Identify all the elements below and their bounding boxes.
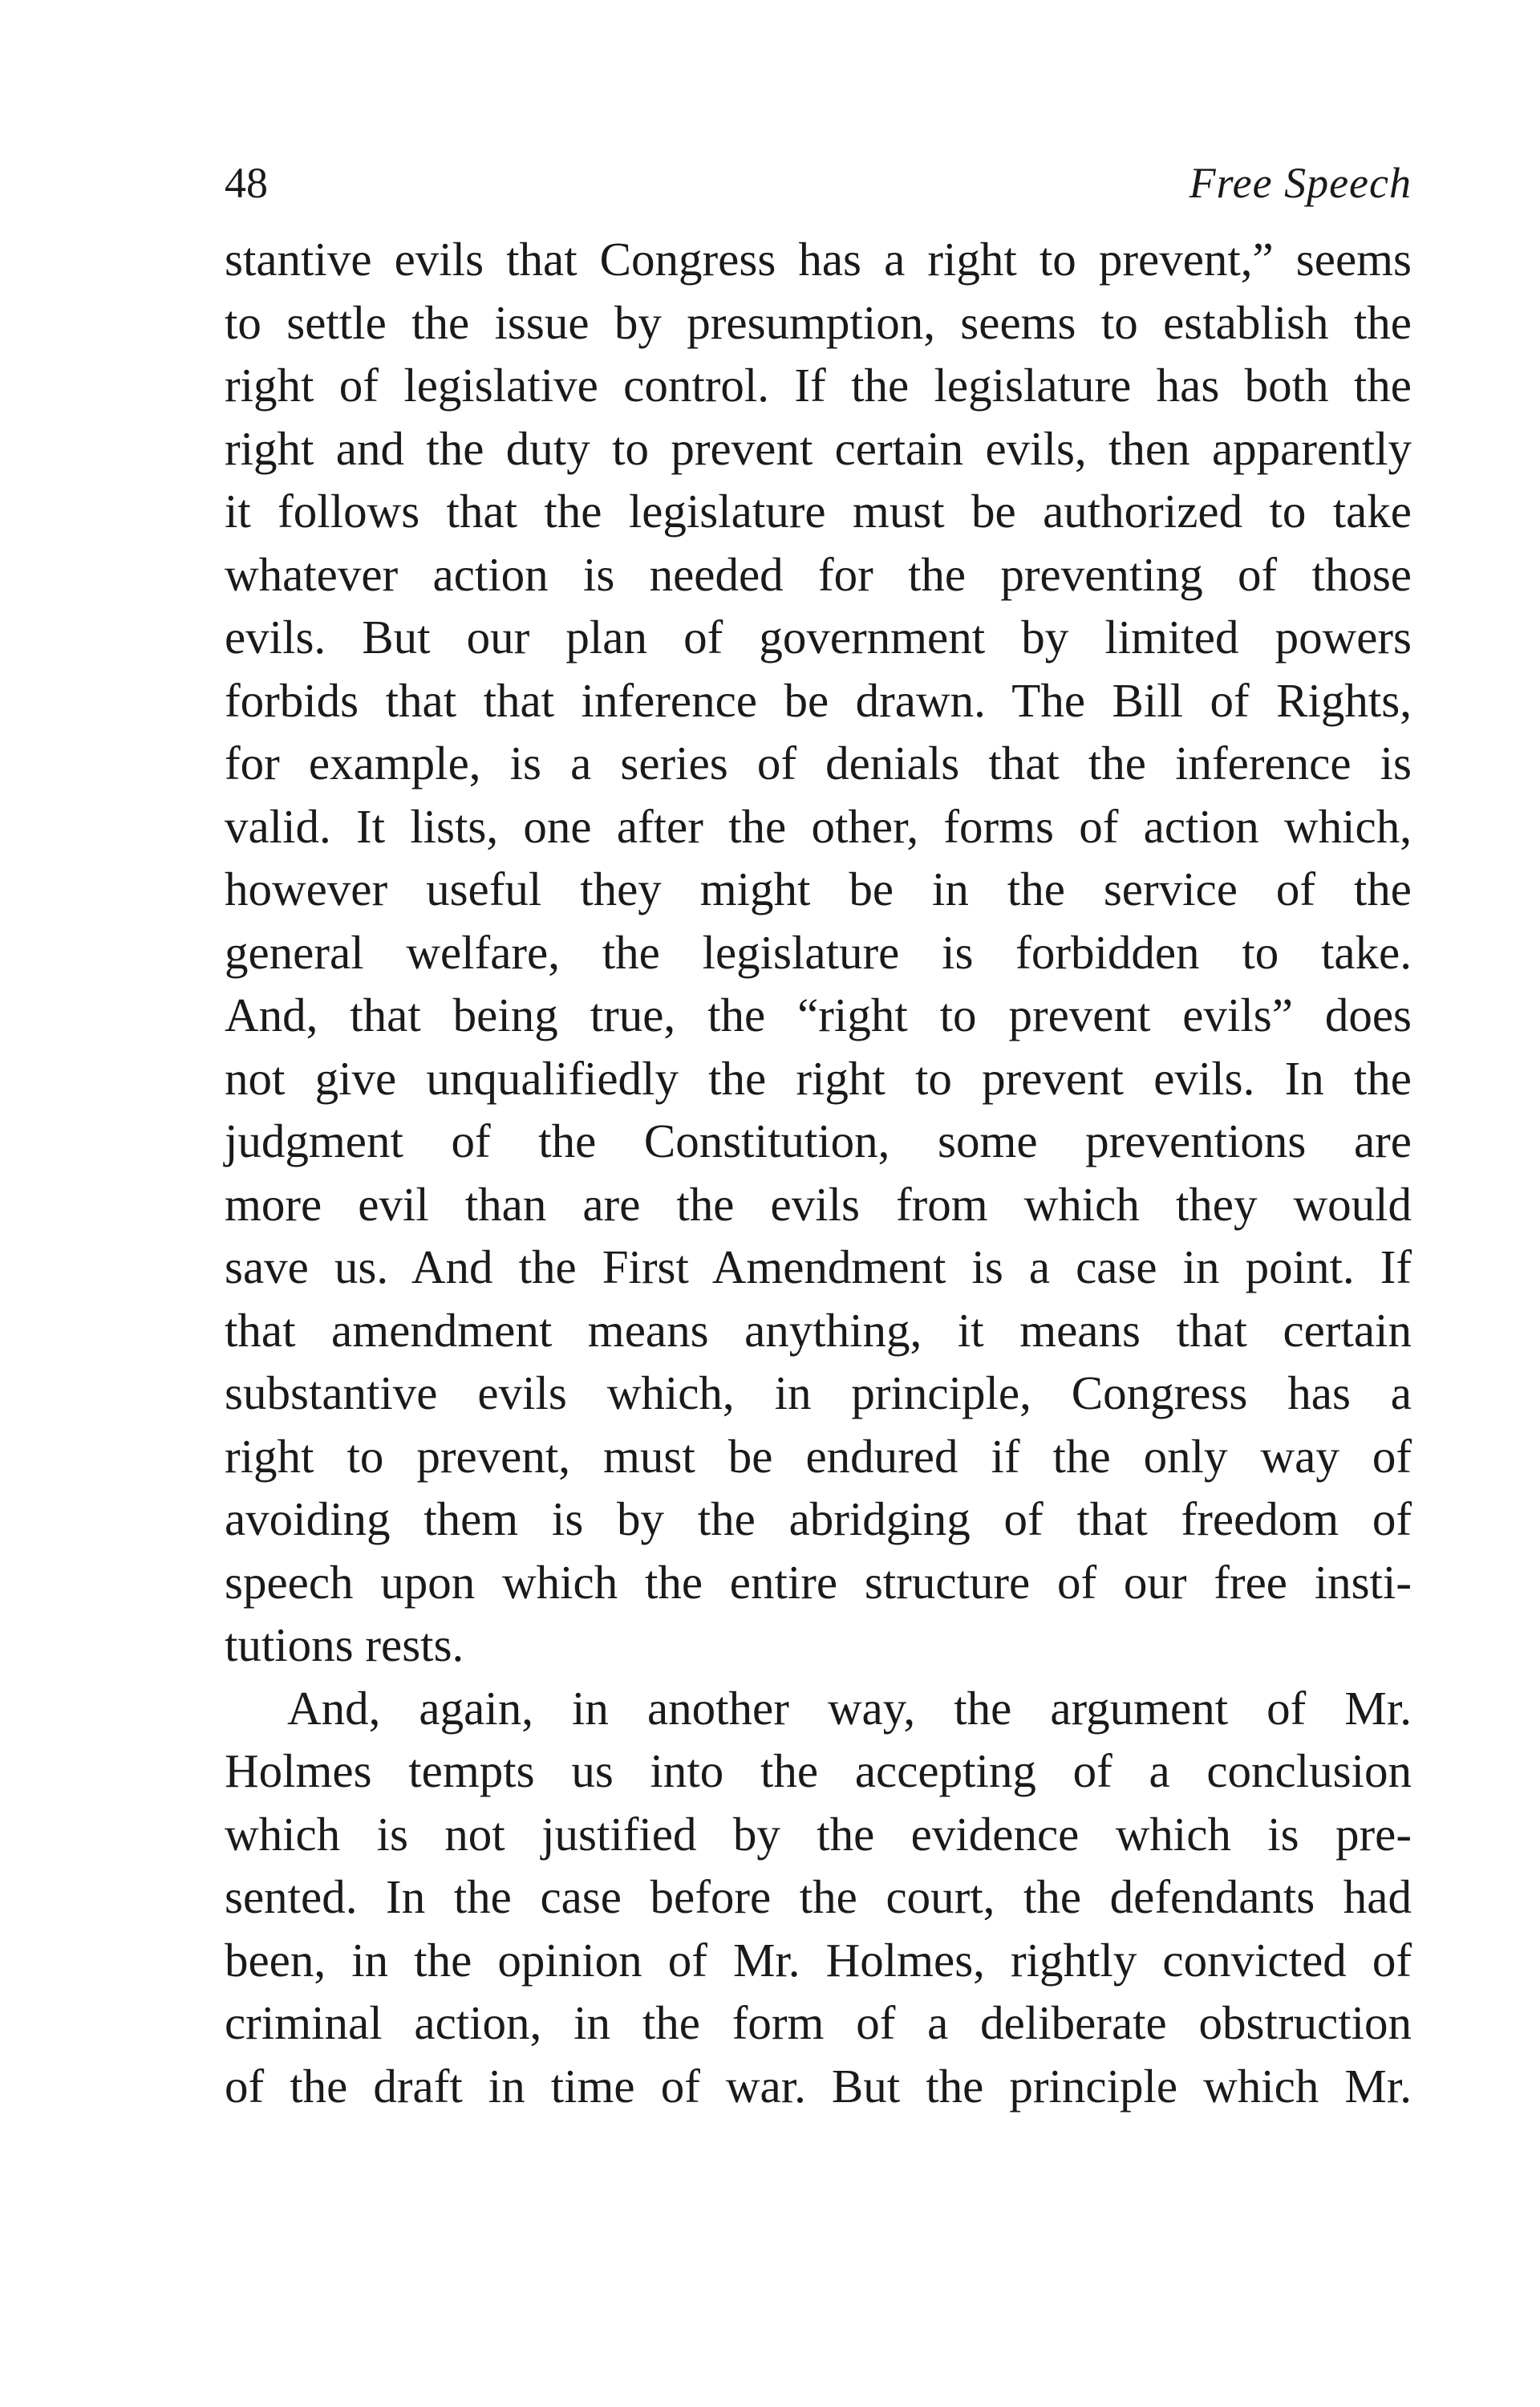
text-line: which is not justified by the evidence which is pre- xyxy=(225,1807,1412,1861)
body-text xyxy=(225,228,1412,2117)
text-line: been, in the opinion of Mr. Holmes, rightly convicted of xyxy=(225,1933,1412,1987)
running-title: Free Speech xyxy=(1189,159,1412,207)
text-line: right of legislative control. If the legislature has both the xyxy=(225,359,1412,412)
text-line: general welfare, the legislature is forbidden to take. xyxy=(225,925,1412,979)
text-line: evils. But our plan of government by limited powers xyxy=(225,611,1412,664)
text-line: judgment of the Constitution, some preventions are xyxy=(225,1114,1412,1167)
text-line: speech upon which the entire structure of our free insti- xyxy=(225,1555,1412,1609)
text-line: more evil than are the evils from which they would xyxy=(225,1177,1412,1231)
text-line: tutions rests. xyxy=(225,1618,464,1671)
text-line: valid. It lists, one after the other, forms of action which, xyxy=(225,799,1412,853)
text-line: however useful they might be in the service of the xyxy=(225,863,1412,915)
text-line: right to prevent, must be endured if the only way of xyxy=(225,1429,1412,1483)
text-line: of the draft in time of war. But the principle which Mr. xyxy=(225,2059,1412,2113)
text-line: for example, is a series of denials that the inference is xyxy=(225,737,1412,789)
paragraph-1 xyxy=(225,228,1412,1677)
text-line: to settle the issue by presumption, seems to establish the xyxy=(225,295,1412,349)
text-line: that amendment means anything, it means that certain xyxy=(225,1303,1412,1357)
text-line: forbids that that inference be drawn. The Bill of Rights, xyxy=(225,673,1412,727)
text-line: And, again, in another way, the argument of Mr. xyxy=(287,1681,1412,1735)
text-line: save us. And the First Amendment is a case in point. If xyxy=(225,1240,1412,1293)
text-line: whatever action is needed for the preventing of those xyxy=(225,547,1412,601)
paragraph-2 xyxy=(225,1677,1412,2118)
page-number: 48 xyxy=(225,159,268,207)
text-line: right and the duty to prevent certain evils, then apparently xyxy=(225,421,1412,475)
text-line: stantive evils that Congress has a right to prevent,” seems xyxy=(225,233,1412,286)
text-line: avoiding them is by the abridging of that freedom of xyxy=(225,1492,1412,1545)
text-line: substantive evils which, in principle, Congress has a xyxy=(225,1366,1412,1419)
text-line: And, that being true, the “right to prevent evils” does xyxy=(225,988,1412,1041)
text-line: it follows that the legislature must be authorized to take xyxy=(225,485,1412,538)
text-line: sented. In the case before the court, the defendants had xyxy=(225,1870,1412,1923)
text-line: Holmes tempts us into the accepting of a conclusion xyxy=(225,1744,1412,1797)
text-line: criminal action, in the form of a deliberate obstruction xyxy=(225,1996,1412,2049)
running-head xyxy=(225,151,1412,215)
text-line: not give unqualifiedly the right to prevent evils. In the xyxy=(225,1051,1412,1105)
